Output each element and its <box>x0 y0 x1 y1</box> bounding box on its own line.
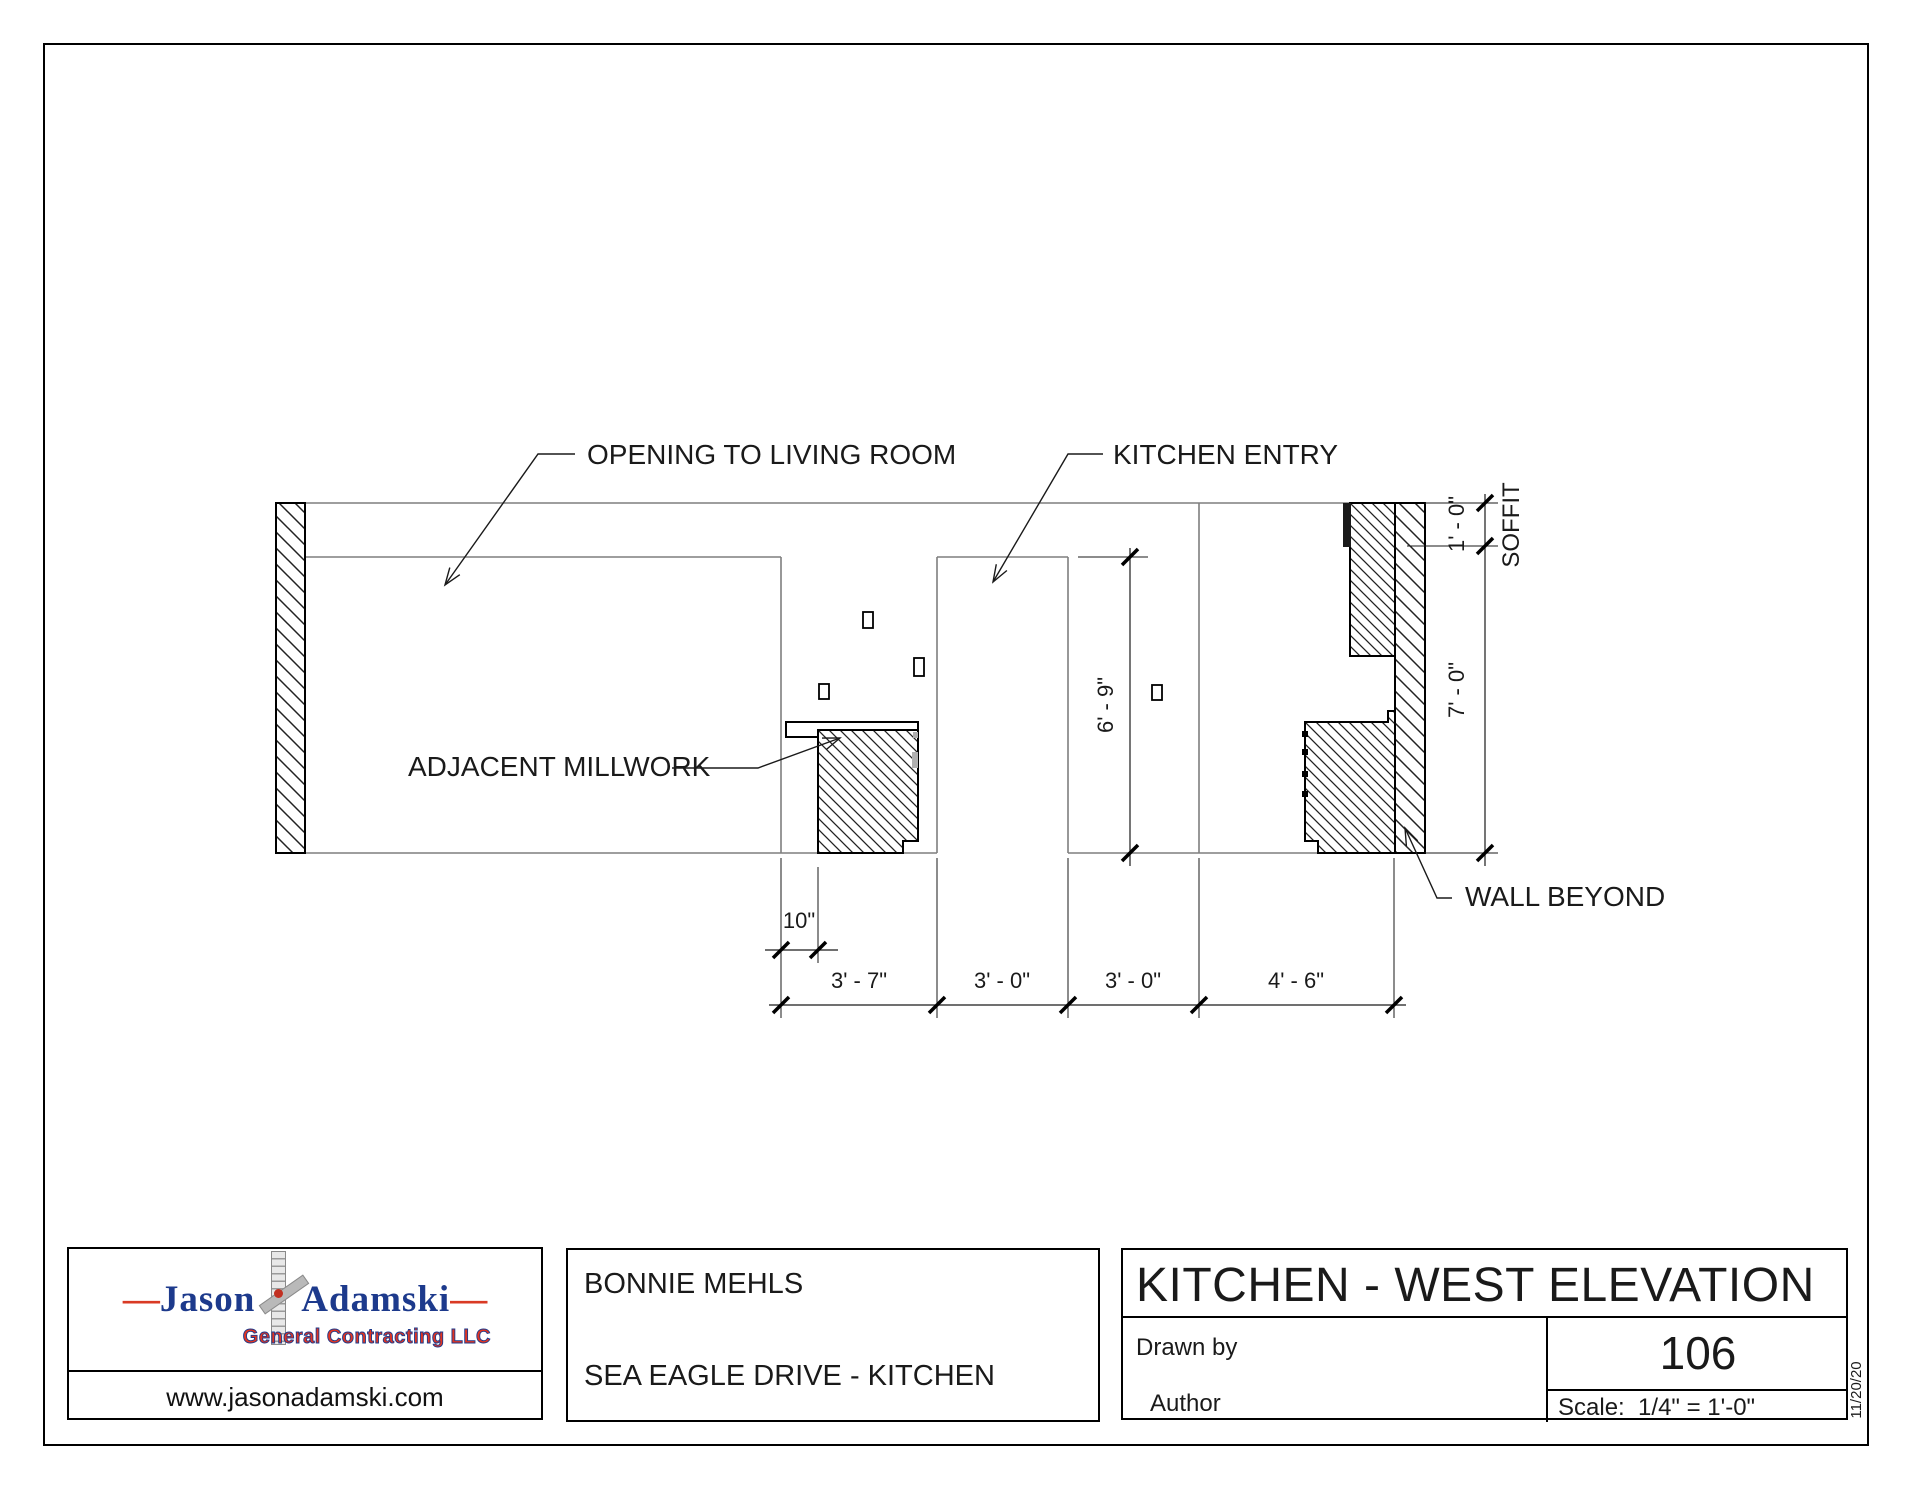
leader-kitchen-entry <box>993 454 1103 582</box>
switch-icon <box>1152 685 1162 700</box>
cabinet-hinge-4 <box>1302 791 1308 797</box>
company-logo <box>69 1273 541 1321</box>
label-adjacent-millwork: ADJACENT MILLWORK <box>408 751 711 782</box>
sheet-number: 106 <box>1659 1327 1737 1379</box>
switch-icon <box>863 612 873 628</box>
dim-text-1-0: 1' - 0" <box>1444 495 1469 553</box>
label-soffit: SOFFIT <box>1498 482 1525 568</box>
logo-first-name: Jason <box>159 1279 256 1320</box>
scale-text <box>1558 1394 1755 1422</box>
logo-last-name: Adamski <box>301 1279 451 1320</box>
dim-text-6-9: 6' - 9" <box>1093 676 1118 734</box>
logo-box <box>67 1247 543 1420</box>
drawn-by-value: Author <box>1150 1390 1221 1417</box>
view-title-box <box>1121 1248 1848 1420</box>
millwork-hinge-bottom <box>912 752 918 768</box>
view-title: KITCHEN - WEST ELEVATION <box>1136 1259 1815 1312</box>
cabinet-hinge-3 <box>1302 771 1308 777</box>
wall-beyond-section <box>1395 503 1425 853</box>
drawn-by-cell <box>1123 1318 1546 1422</box>
dim-text-10in: 10" <box>782 908 816 933</box>
logo-dash-right: — <box>450 1279 488 1320</box>
client-name: BONNIE MEHLS <box>584 1268 804 1300</box>
millwork-body <box>818 730 918 853</box>
logo-dash-left: — <box>122 1279 160 1320</box>
logo-area <box>69 1249 541 1372</box>
sheet-date: 11/20/20 <box>1848 1361 1865 1419</box>
cabinet-hinge-2 <box>1302 749 1308 755</box>
dim-text-3-7: 3' - 7" <box>830 968 888 993</box>
switch-icon <box>819 684 829 699</box>
scale-label: Scale: <box>1558 1394 1625 1421</box>
switch-icon <box>914 658 924 676</box>
dim-text-4-6: 4' - 6" <box>1267 968 1325 993</box>
millwork-hinge-top <box>913 732 918 738</box>
ruler-square-icon <box>255 1273 301 1317</box>
millwork-cabinet <box>786 722 918 853</box>
project-info-box <box>566 1248 1100 1422</box>
dim-text-3-0-b: 3' - 0" <box>1104 968 1162 993</box>
scale-row <box>1548 1389 1848 1422</box>
logo-tagline: General Contracting LLC <box>242 1326 491 1348</box>
left-wall-section <box>276 503 305 853</box>
leader-opening-living-room <box>445 454 575 585</box>
label-wall-beyond: WALL BEYOND <box>1465 881 1666 912</box>
upper-cabinet-end-panel <box>1343 503 1351 547</box>
drawn-by-label: Drawn by <box>1136 1334 1238 1361</box>
right-base-cabinet <box>1302 711 1395 853</box>
project-name: SEA EAGLE DRIVE - KITCHEN <box>584 1360 995 1392</box>
cabinet-hinge-1 <box>1302 731 1308 737</box>
right-upper-cabinet <box>1343 503 1395 656</box>
label-opening-living-room: OPENING TO LIVING ROOM <box>587 439 957 470</box>
sheet-number-cell <box>1546 1318 1848 1422</box>
label-kitchen-entry: KITCHEN ENTRY <box>1113 439 1339 470</box>
dim-text-3-0-a: 3' - 0" <box>973 968 1031 993</box>
dim-text-7-0: 7' - 0" <box>1444 661 1469 719</box>
scale-value: 1/4" = 1'-0" <box>1638 1394 1756 1421</box>
company-website: www.jasonadamski.com <box>166 1382 444 1412</box>
leader-lines <box>445 454 1452 898</box>
